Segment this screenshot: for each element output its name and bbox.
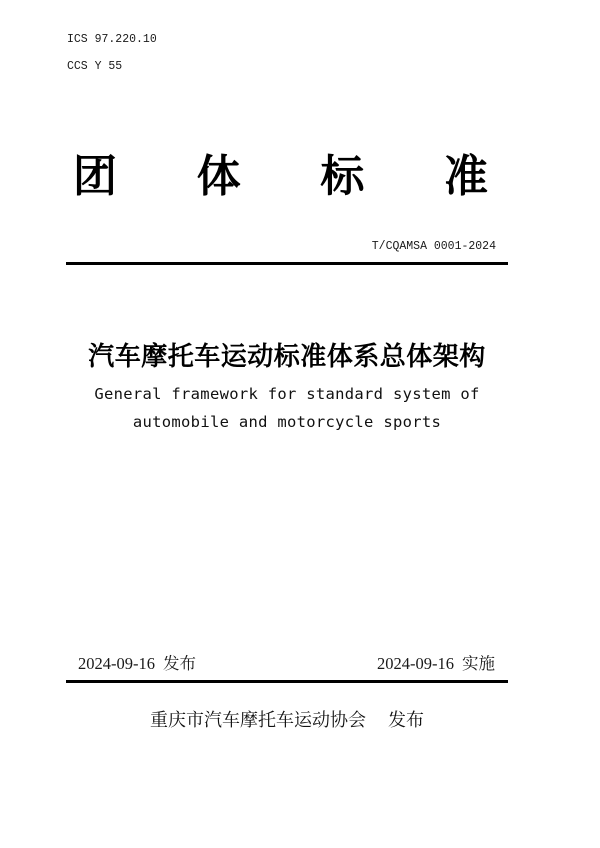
issue-date-group [78, 650, 196, 674]
implement-label: 实施 [462, 654, 495, 673]
english-title-line1: General framework for standard system of [94, 385, 480, 403]
doc-type-char: 准 [443, 152, 488, 201]
issue-label: 发布 [163, 654, 196, 673]
ics-code: ICS 97.220.10 [67, 33, 157, 46]
ccs-code: CCS Y 55 [67, 60, 123, 73]
publisher-action-label: 发布 [388, 710, 424, 730]
header-rule [66, 262, 508, 265]
doc-type-char: 团 [73, 152, 117, 201]
chinese-title: 汽车摩托车运动标准体系总体架构 [88, 341, 486, 371]
dates-row [78, 650, 495, 674]
english-title-line2: automobile and motorcycle sports [132, 413, 442, 431]
issue-date: 2024-09-16 [78, 654, 155, 673]
doc-type-char: 标 [320, 152, 365, 201]
footer-rule [66, 680, 508, 683]
implement-date: 2024-09-16 [377, 654, 454, 673]
publisher-name: 重庆市汽车摩托车运动协会 [150, 710, 366, 730]
doc-type-char: 体 [196, 152, 241, 201]
publisher-line [66, 706, 508, 732]
standard-number: T/CQAMSA 0001-2024 [371, 240, 496, 253]
doc-type-title [73, 153, 488, 201]
implement-date-group [377, 650, 495, 674]
